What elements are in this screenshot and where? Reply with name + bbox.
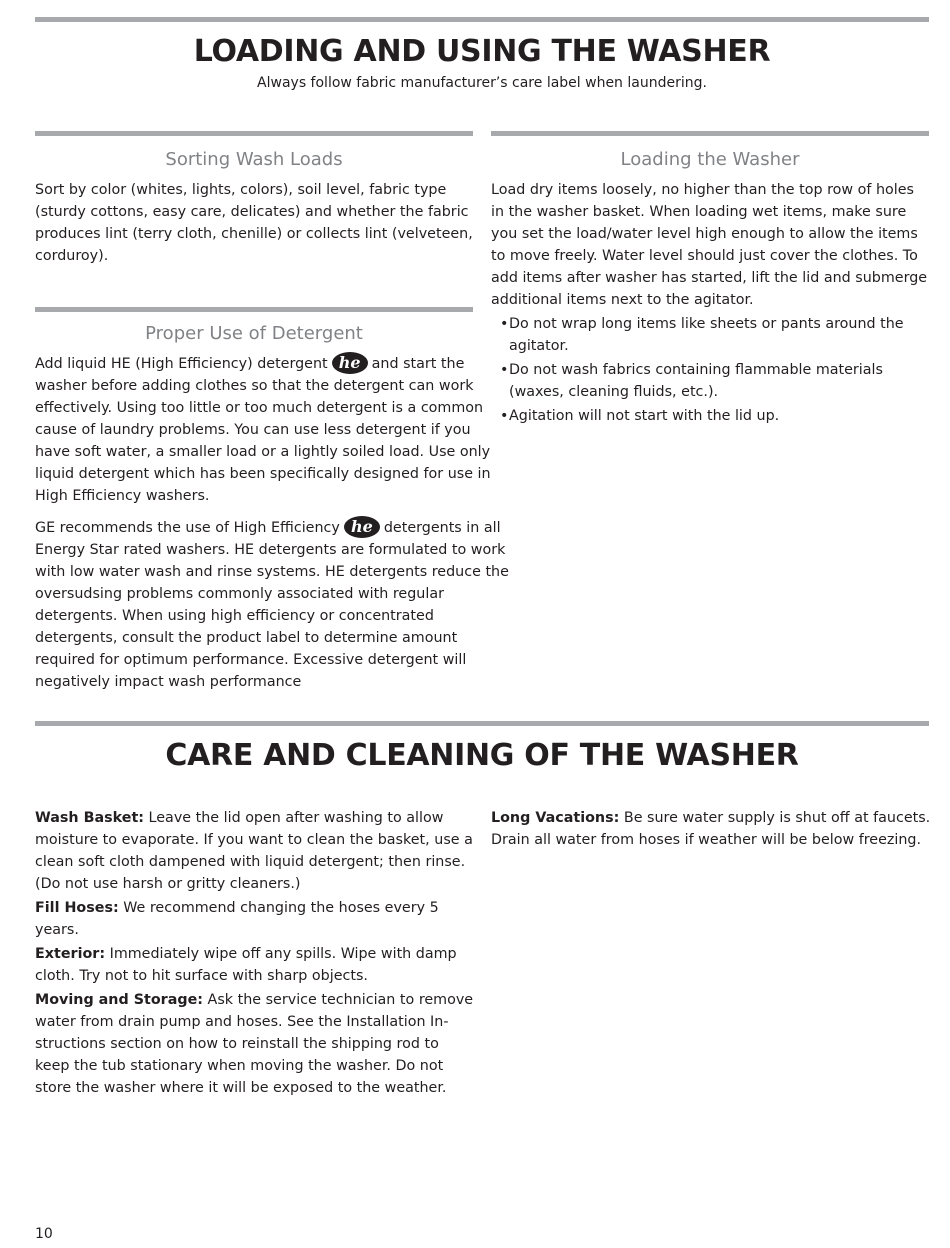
section-title-loading: LOADING AND USING THE WASHER: [193, 34, 771, 69]
loading-washer-heading: Loading the Washer: [620, 149, 800, 170]
bullet-text: Agitation will not start with the lid up.: [509, 408, 780, 424]
fill-hoses-text: We recommend changing the hoses every 5 years.: [35, 900, 439, 938]
sorting-paragraph: Sort by color (whites, lights, colors), soil level, fabric type (sturdy cottons, easy care, delicates) and whether the fabric produces lint (terry cloth, chenille) or collects lint (velveteen, corduroy).: [35, 182, 473, 264]
bullet-text: Do not wash fabrics containing flammable materials (waxes, cleaning fluids, etc.).: [509, 362, 883, 400]
detergent-p1-after: and start the washer before adding clothes so that the detergent can work effectively. Using too little or too much detergent is a common cause of laundry problems. You can use less detergent if you have soft water, a smaller load or a lightly soiled load. Use only liquid detergent which has been specifically designed for use in High Efficiency washers.: [35, 356, 491, 504]
exterior-paragraph: [35, 943, 475, 987]
loading-washer-bullets: [491, 313, 931, 427]
fill-hoses-label: Fill Hoses:: [35, 900, 119, 916]
exterior-label: Exterior:: [35, 946, 106, 962]
loading-washer-rule: [491, 131, 929, 136]
fill-hoses-paragraph: [35, 897, 475, 941]
list-item: • Do not wash fabrics containing flammable materials (waxes, cleaning fluids, etc.).: [500, 362, 883, 400]
page-number: 10: [35, 1226, 53, 1242]
detergent-paragraph-2: [35, 517, 513, 693]
wash-basket-label: Wash Basket:: [35, 810, 144, 826]
exterior-text: Immediately wipe off any spills. Wipe with damp cloth. Try not to hit surface with sharp objects.: [35, 946, 457, 984]
detergent-rule: [35, 307, 473, 312]
care-left-column: [35, 807, 475, 1099]
list-item: • Agitation will not start with the lid up.: [500, 408, 780, 424]
moving-paragraph: [35, 989, 475, 1099]
detergent-p1-before: Add liquid HE (High Efficiency) detergent: [35, 356, 328, 372]
detergent-p2-after: detergents in all Energy Star rated washers. HE detergents are formulated to work with low water wash and rinse systems. HE detergents reduce the oversudsing problems commonly associated with regular detergents. When using high efficiency or concentrated detergents, consult the product label to determine amount required for optimum performance. Excessive detergent will negatively impact wash performance: [35, 520, 509, 690]
vacations-label: Long Vacations:: [491, 810, 620, 826]
detergent-p2-before: GE recommends the use of High Efficiency: [35, 520, 340, 536]
vacations-text: Be sure water supply is shut off at faucets. Drain all water from hoses if weather will be below freezing.: [491, 810, 931, 848]
moving-label: Moving and Storage:: [35, 992, 203, 1008]
care-rule: [35, 721, 929, 726]
loading-washer-text: [491, 179, 931, 427]
sorting-rule: [35, 131, 473, 136]
section-subtitle: Always follow fabric manufacturer’s care label when laundering.: [257, 75, 707, 91]
wash-basket-text: Leave the lid open after washing to allow moisture to evaporate. If you want to clean the basket, use a clean soft cloth dampened with liquid detergent; then rinse. (Do not use harsh or gritty cleaners.): [35, 810, 473, 892]
detergent-paragraph-1: [35, 353, 505, 507]
loading-washer-paragraph: Load dry items loosely, no higher than the top row of holes in the washer basket. When loading wet items, make sure you set the load/water level high enough to allow the items to move freely. Water level should just cover the clothes. To add items after washer has started, lift the lid and submerge additional items next to the agitator.: [491, 182, 928, 308]
moving-text: Ask the service technician to remove water from drain pump and hoses. See the Installation In-structions section on how to reinstall the shipping rod to keep the tub stationary when moving the washer. Do not store the washer where it will be exposed to the weather.: [35, 992, 474, 1096]
sorting-text: [35, 179, 475, 267]
top-rule: [35, 17, 929, 22]
vacations-paragraph: [491, 807, 931, 851]
he-logo-icon: he: [344, 516, 380, 538]
detergent-heading: Proper Use of Detergent: [145, 323, 363, 344]
bullet-text: Do not wrap long items like sheets or pants around the agitator.: [509, 316, 904, 354]
wash-basket-paragraph: [35, 807, 475, 895]
he-logo-icon: he: [332, 352, 368, 374]
sorting-heading: Sorting Wash Loads: [165, 149, 343, 170]
list-item: • Do not wrap long items like sheets or pants around the agitator.: [500, 316, 904, 354]
care-right-column: [491, 807, 931, 851]
section-title-care: CARE AND CLEANING OF THE WASHER: [165, 738, 799, 773]
detergent-text: [35, 352, 509, 693]
